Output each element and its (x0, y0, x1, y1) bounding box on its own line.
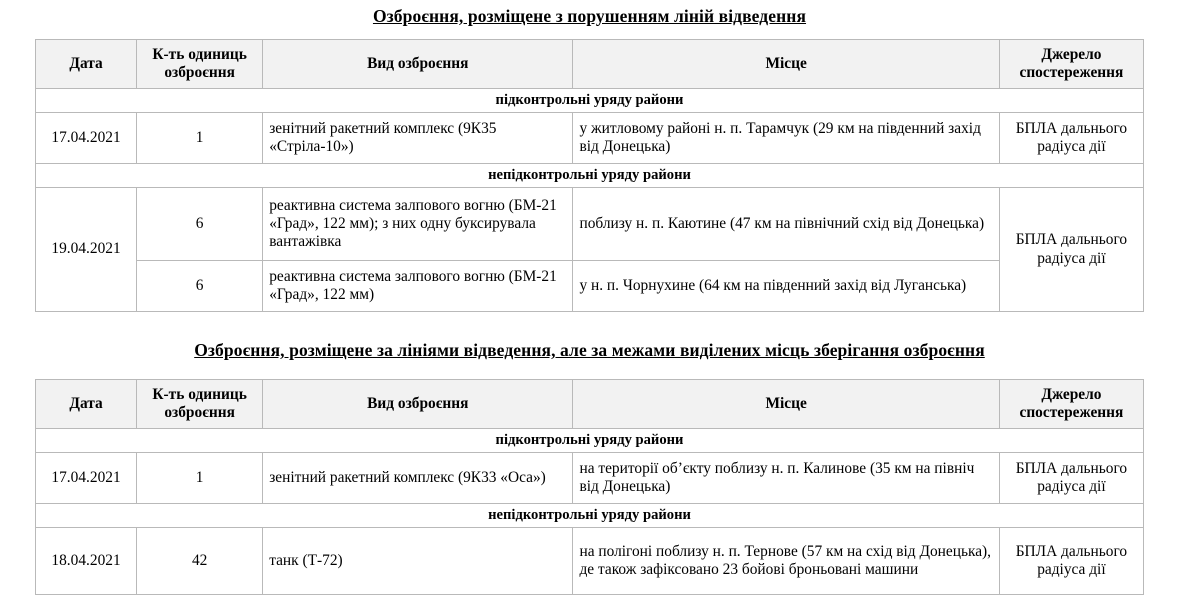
cell-place: на полігоні поблизу н. п. Тернове (57 км на схід від Донецька), де також зафіксовано 23 бойові броньовані машини (573, 528, 999, 595)
section-title-1: Озброєння, розміщене з порушенням ліній відведення (372, 6, 807, 26)
header-count: К-ть одиниць озброєння (137, 40, 263, 89)
table-row (36, 188, 1144, 261)
table-row (36, 453, 1144, 504)
cell-place: у н. п. Чорнухине (64 км на південний захід від Луганська) (573, 261, 999, 312)
cell-date: 17.04.2021 (36, 113, 137, 164)
header-place: Місце (573, 380, 999, 429)
table-row (36, 261, 1144, 312)
table-header-1 (36, 40, 1144, 89)
cell-type: танк (Т-72) (263, 528, 573, 595)
group-label: непідконтрольні уряду райони (36, 504, 1144, 528)
cell-place: поблизу н. п. Каютине (47 км на північний схід від Донецька) (573, 188, 999, 261)
cell-date: 17.04.2021 (36, 453, 137, 504)
cell-type: зенітний ракетний комплекс (9К35 «Стріла-10») (263, 113, 573, 164)
report-table-2 (35, 379, 1144, 595)
group-label: підконтрольні уряду райони (36, 89, 1144, 113)
group-divider-row (36, 89, 1144, 113)
table-body-1 (36, 89, 1144, 312)
cell-date: 19.04.2021 (36, 188, 137, 312)
table-header-2 (36, 380, 1144, 429)
cell-count: 6 (137, 188, 263, 261)
header-row (36, 40, 1144, 89)
table-wrapper-1 (0, 39, 1179, 312)
report-table-1 (35, 39, 1144, 312)
cell-count: 1 (137, 113, 263, 164)
cell-count: 42 (137, 528, 263, 595)
table-wrapper-2 (0, 379, 1179, 595)
header-source: Джерело спостереження (999, 40, 1143, 89)
cell-type: реактивна система залпового вогню (БМ-21 «Град», 122 мм); з них одну буксирувала вантажівка (263, 188, 573, 261)
header-type: Вид озброєння (263, 380, 573, 429)
document-page (0, 6, 1179, 595)
cell-place: у житловому районі н. п. Тарамчук (29 км на південний захід від Донецька) (573, 113, 999, 164)
group-label: непідконтрольні уряду райони (36, 164, 1144, 188)
cell-source: БПЛА дальнього радіуса дії (999, 453, 1143, 504)
cell-type: реактивна система залпового вогню (БМ-21 «Град», 122 мм) (263, 261, 573, 312)
header-count: К-ть одиниць озброєння (137, 380, 263, 429)
cell-count: 6 (137, 261, 263, 312)
group-divider-row (36, 429, 1144, 453)
cell-count: 1 (137, 453, 263, 504)
cell-type: зенітний ракетний комплекс (9К33 «Оса») (263, 453, 573, 504)
header-row (36, 380, 1144, 429)
header-place: Місце (573, 40, 999, 89)
table-row (36, 528, 1144, 595)
spacer (0, 361, 1179, 379)
section-title-2: Озброєння, розміщене за лініями відведення, але за межами виділених місць зберігання озброєння (194, 340, 985, 360)
table-row (36, 113, 1144, 164)
cell-source: БПЛА дальнього радіуса дії (999, 528, 1143, 595)
group-divider-row (36, 164, 1144, 188)
header-date: Дата (36, 380, 137, 429)
group-label: підконтрольні уряду райони (36, 429, 1144, 453)
cell-source: БПЛА дальнього радіуса дії (999, 113, 1143, 164)
cell-place: на території об’єкту поблизу н. п. Калинове (35 км на північ від Донецька) (573, 453, 999, 504)
header-source: Джерело спостереження (999, 380, 1143, 429)
table-body-2 (36, 429, 1144, 595)
cell-source: БПЛА дальнього радіуса дії (999, 188, 1143, 312)
cell-date: 18.04.2021 (36, 528, 137, 595)
header-type: Вид озброєння (263, 40, 573, 89)
group-divider-row (36, 504, 1144, 528)
header-date: Дата (36, 40, 137, 89)
spacer (0, 27, 1179, 39)
